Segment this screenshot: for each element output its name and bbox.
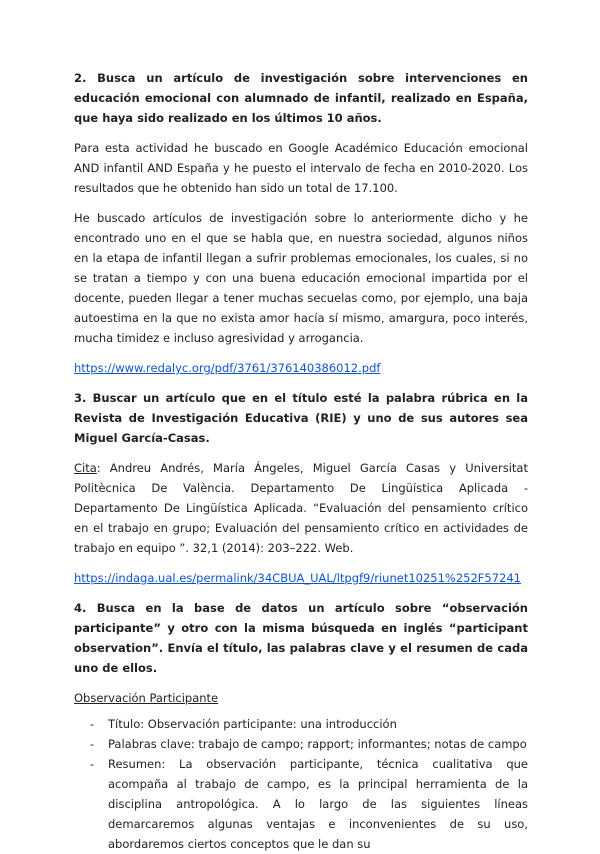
article-details-list [74, 714, 528, 854]
question-3-link[interactable]: https://indaga.ual.es/permalink/34CBUA_UAL/ltpgf9/riunet10251%252F57241 [74, 571, 521, 585]
question-3-heading: 3. Buscar un artículo que en el título esté la palabra rúbrica en la Revista de Investigación Educativa (RIE) y uno de sus autores sea Miguel García-Casas. [74, 391, 528, 445]
abstract-item: Resumen: La observación participante, técnica cualitativa que acompaña al trabajo de campo, es la principal herramienta de la disciplina antropológica. A lo largo de las siguientes líneas demarcaremos algunas ventajas e inconvenientes de su uso, abordaremos ciertos conceptos que le dan su [108, 757, 528, 851]
list-item [90, 734, 528, 754]
question-2-heading: 2. Busca un artículo de investigación sobre intervenciones en educación emocional con alumnado de infantil, realizado en España, que haya sido realizado en los últimos 10 años. [74, 71, 528, 125]
question-2-paragraph-2: He buscado artículos de investigación sobre lo anteriormente dicho y he encontrado uno en el que se habla que, en nuestra sociedad, algunos niños en la etapa de infantil llegan a sufrir problemas emocionales, los cuales, si no se tratan a tiempo y con una buena educación emocional impartida por el docente, pueden llegar a tener muchas secuelas como, por ejemplo, una baja autoestima en la que no exista amor hacía sí mismo, amargura, poco interés, mucha timidez e incluso agresividad y arrogancia. [74, 211, 528, 345]
bullet-dash: - [90, 737, 95, 751]
observacion-participante-subheading: Observación Participante [74, 691, 219, 705]
keywords-item: Palabras clave: trabajo de campo; rapport; informantes; notas de campo [108, 737, 527, 751]
citation-text: : Andreu Andrés, María Ángeles, Miguel García Casas y Universitat Politècnica De València. Departamento De Lingüística Aplicada - Departamento De Lingüística Aplicada. “Evaluación del pensamiento crítico en el trabajo en grupo; Evaluación del pensamiento crítico en actividades de trabajo en equipo ”. 32,1 (2014): 203–222. Web. [74, 461, 528, 555]
question-4-heading: 4. Busca en la base de datos un artículo sobre “observación participante” y otro con la misma búsqueda en inglés “participant observation”. Envía el título, las palabras clave y el resumen de cada uno de ellos. [74, 601, 528, 675]
bullet-dash: - [90, 757, 95, 771]
list-item [90, 754, 528, 854]
list-item [90, 714, 528, 734]
question-3-citation [74, 458, 528, 558]
bullet-dash: - [90, 717, 95, 731]
title-item: Título: Observación participante: una introducción [108, 717, 397, 731]
citation-label: Cita [74, 461, 97, 475]
question-2-paragraph-1: Para esta actividad he buscado en Google Académico Educación emocional AND infantil AND España y he puesto el intervalo de fecha en 2010-2020. Los resultados que he obtenido han sido un total de 17.100. [74, 141, 528, 195]
question-2-link[interactable]: https://www.redalyc.org/pdf/3761/376140386012.pdf [74, 361, 381, 375]
